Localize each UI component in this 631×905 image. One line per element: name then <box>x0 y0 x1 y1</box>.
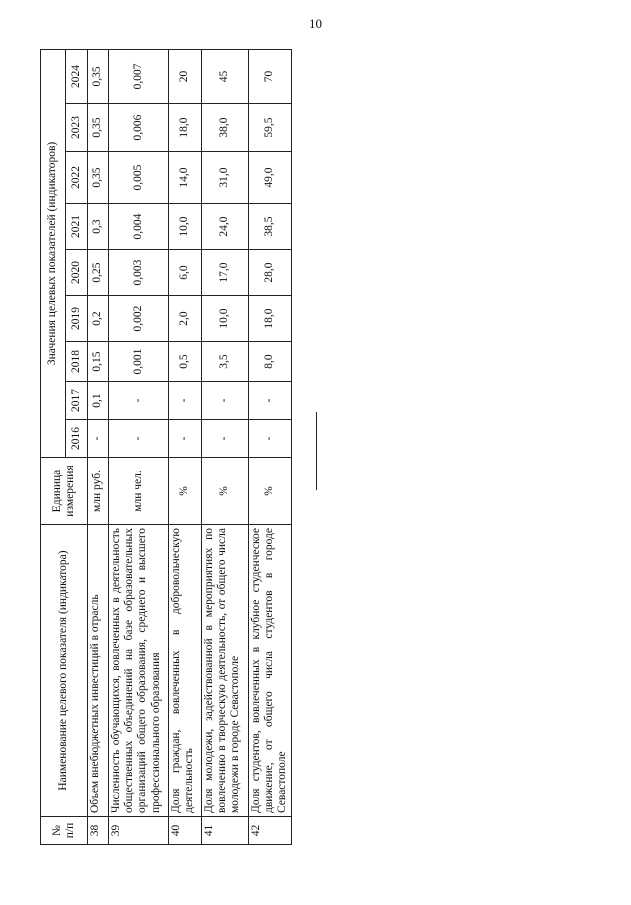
row-value: 0,002 <box>109 296 169 342</box>
table-row <box>249 49 292 844</box>
table-row <box>88 49 109 844</box>
row-value: - <box>169 382 202 420</box>
row-value: 8,0 <box>249 342 292 382</box>
row-name: Объем внебюджетных инвестиций в отрасль <box>88 525 109 817</box>
header-values-group: Значения целевых показателей (индикаторов) <box>41 49 66 457</box>
row-value: 0,005 <box>109 152 169 204</box>
row-value: 0,007 <box>109 49 169 103</box>
row-num: 40 <box>169 817 202 845</box>
row-value: 0,35 <box>88 152 109 204</box>
row-value: 0,35 <box>88 49 109 103</box>
row-value: - <box>202 382 249 420</box>
row-value: 0,25 <box>88 250 109 296</box>
row-value: 0,1 <box>88 382 109 420</box>
header-unit: Единица измерения <box>41 458 88 525</box>
row-value: - <box>109 420 169 458</box>
row-value: 3,5 <box>202 342 249 382</box>
row-value: - <box>249 382 292 420</box>
row-name: Численность обучающихся, вовлеченных в деятельность общественных объединений на базе образовательных организаций общего образования, среднего и высшего профессионального образования <box>109 525 169 817</box>
row-value: 28,0 <box>249 250 292 296</box>
row-unit: млн чел. <box>109 458 169 525</box>
row-value: - <box>88 420 109 458</box>
row-value: 2,0 <box>169 296 202 342</box>
header-year: 2024 <box>66 49 88 103</box>
row-num: 38 <box>88 817 109 845</box>
rotated-table-container <box>40 50 288 845</box>
row-value: 18,0 <box>169 104 202 152</box>
row-unit: млн руб. <box>88 458 109 525</box>
row-name: Доля студентов, вовлеченных в клубное студенческое движение, от общего числа студентов в городе Севастополе <box>249 525 292 817</box>
header-name: Наименование целевого показателя (индикатора) <box>41 525 88 817</box>
row-value: - <box>169 420 202 458</box>
row-value: 31,0 <box>202 152 249 204</box>
row-value: 0,2 <box>88 296 109 342</box>
row-value: 0,003 <box>109 250 169 296</box>
row-value: 6,0 <box>169 250 202 296</box>
row-value: 0,001 <box>109 342 169 382</box>
row-value: 20 <box>169 49 202 103</box>
header-year: 2021 <box>66 204 88 250</box>
row-value: 17,0 <box>202 250 249 296</box>
row-value: 59,5 <box>249 104 292 152</box>
header-year: 2022 <box>66 152 88 204</box>
row-num: 42 <box>249 817 292 845</box>
row-value: 0,15 <box>88 342 109 382</box>
row-value: - <box>202 420 249 458</box>
header-year: 2020 <box>66 250 88 296</box>
row-value: 38,5 <box>249 204 292 250</box>
row-unit: % <box>202 458 249 525</box>
row-value: 0,5 <box>169 342 202 382</box>
header-year: 2016 <box>66 420 88 458</box>
table-row <box>202 49 249 844</box>
row-unit: % <box>249 458 292 525</box>
row-value: 70 <box>249 49 292 103</box>
row-num: 41 <box>202 817 249 845</box>
row-value: 14,0 <box>169 152 202 204</box>
row-value: 0,35 <box>88 104 109 152</box>
row-name: Доля молодежи, задействованной в мероприятиях по вовлечению в творческую деятельность, от общего числа молодежи в городе Севастополе <box>202 525 249 817</box>
page-number: 10 <box>309 16 322 31</box>
row-num: 39 <box>109 817 169 845</box>
row-value: 0,004 <box>109 204 169 250</box>
row-value: 10,0 <box>202 296 249 342</box>
row-value: - <box>249 420 292 458</box>
header-year: 2023 <box>66 104 88 152</box>
row-name: Доля граждан, вовлеченных в добровольческую деятельность <box>169 525 202 817</box>
header-num: № п/п <box>41 817 88 845</box>
row-value: 18,0 <box>249 296 292 342</box>
row-value: - <box>109 382 169 420</box>
header-year: 2018 <box>66 342 88 382</box>
header-year: 2017 <box>66 382 88 420</box>
indicators-table <box>40 49 292 845</box>
row-unit: % <box>169 458 202 525</box>
row-value: 24,0 <box>202 204 249 250</box>
row-value: 0,3 <box>88 204 109 250</box>
table-row <box>109 49 169 844</box>
row-value: 49,0 <box>249 152 292 204</box>
header-year: 2019 <box>66 296 88 342</box>
row-value: 38,0 <box>202 104 249 152</box>
end-rule-divider <box>316 412 317 490</box>
table-row <box>169 49 202 844</box>
row-value: 45 <box>202 49 249 103</box>
row-value: 10,0 <box>169 204 202 250</box>
row-value: 0,006 <box>109 104 169 152</box>
